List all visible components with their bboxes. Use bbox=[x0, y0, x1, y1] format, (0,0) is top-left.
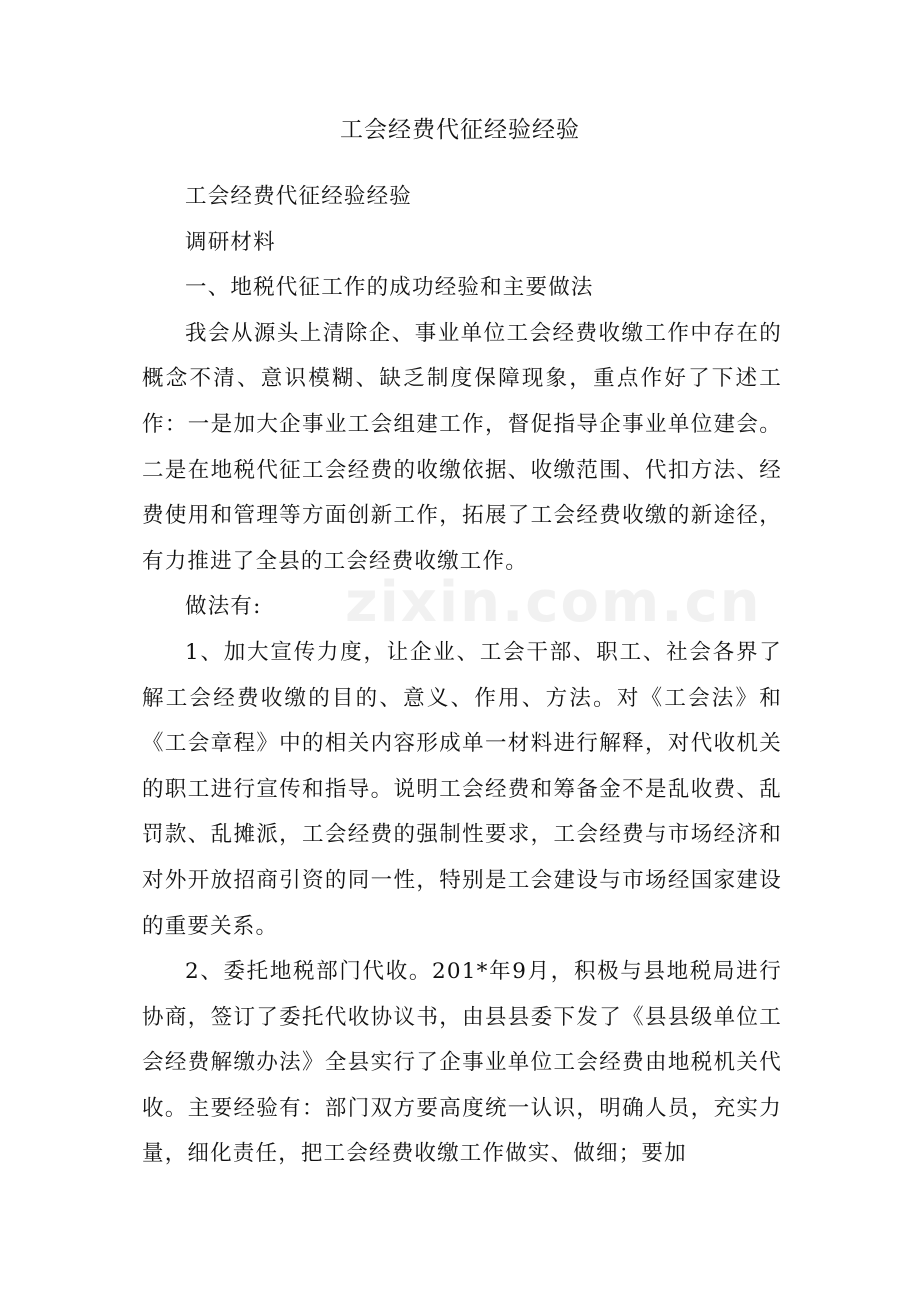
paragraph-label: 调研材料 bbox=[185, 229, 276, 255]
paragraph-item-1: 1、加大宣传力度，让企业、工会干部、职工、社会各界了解工会经费收缴的目的、意义、作用、方法。对《工会法》和《工会章程》中的相关内容形成单一材料进行解释，对代收机关的职工进行宣传和指导。说明工会经费和筹备金不是乱收费、乱罚款、乱摊派，工会经费的强制性要求，工会经费与市场经济和对外开放招商引资的同一性，特别是工会建设与市场经国家建设的重要关系。 bbox=[142, 639, 782, 939]
watermark: zixin.com.cn bbox=[345, 570, 762, 635]
paragraph: 我会从源头上清除企、事业单位工会经费收缴工作中存在的概念不清、意识模糊、缺乏制度保障现象，重点作好了下述工作：一是加大企事业工会组建工作，督促指导企事业单位建会。二是在地税代征工会经费的收缴依据、收缴范围、代扣方法、经费使用和管理等方面创新工作，拓展了工会经费收缴的新途径，有力推进了全县的工会经费收缴工作。 bbox=[142, 320, 782, 574]
document-title: 工会经费代征经验经验 bbox=[340, 117, 580, 143]
paragraph-subtitle: 工会经费代征经验经验 bbox=[185, 184, 413, 209]
document-body bbox=[142, 174, 782, 1177]
section-heading: 一、地税代征工作的成功经验和主要做法 bbox=[185, 275, 594, 301]
paragraph-methods-heading: 做法有: bbox=[185, 594, 262, 620]
paragraph-item-2: 2、委托地税部门代收。201*年9月，积极与县地税局进行协商，签订了委托代收协议书，由县县委下发了《县县级单位工会经费解缴办法》全县实行了企事业单位工会经费由地税机关代收。主要经验有：部门双方要高度统一认识，明确人员，充实力量，细化责任，把工会经费收缴工作做实、做细；要加 bbox=[142, 959, 782, 1167]
